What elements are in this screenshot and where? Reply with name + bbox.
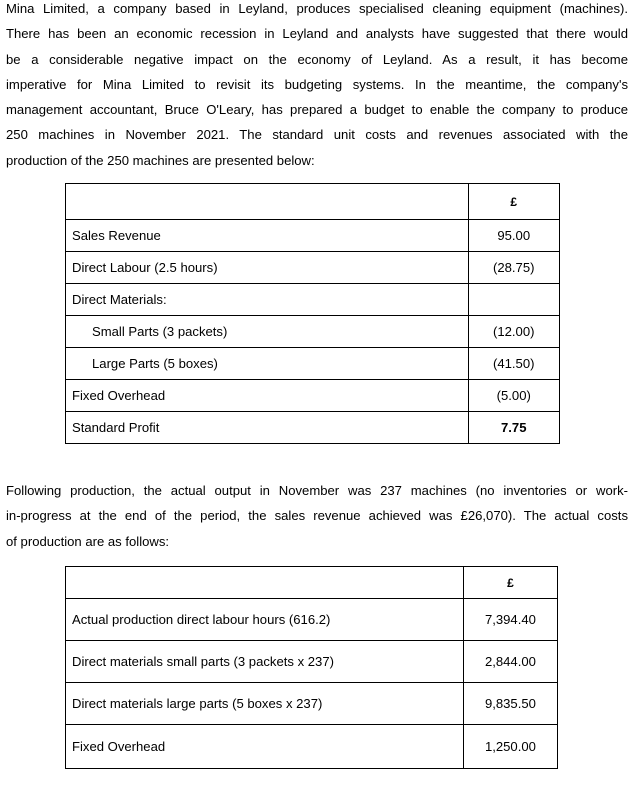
table-row: [66, 220, 560, 252]
row-label: Fixed Overhead: [66, 725, 464, 769]
row-value: 95.00: [468, 220, 559, 252]
table-row: [66, 683, 558, 725]
intro-paragraph: [6, 0, 628, 173]
intro-line: be a considerable negative impact on the economy of Leyland. As a result, it has become: [6, 51, 628, 67]
header-label-cell: [66, 184, 469, 220]
currency-header: £: [468, 184, 559, 220]
row-value: 7,394.40: [463, 599, 557, 641]
intro-line: imperative for Mina Limited to revisit its budgeting systems. In the meantime, the company's: [6, 76, 628, 92]
table-row: [66, 412, 560, 444]
table-header-row: [66, 184, 560, 220]
row-value: 1,250.00: [463, 725, 557, 769]
row-label: Small Parts (3 packets): [66, 316, 469, 348]
following-paragraph: [6, 478, 628, 554]
header-label-cell: [66, 567, 464, 599]
intro-line: production of the 250 machines are presented below:: [6, 152, 315, 168]
table-row: [66, 284, 560, 316]
standard-cost-table: [65, 183, 560, 444]
row-label: Direct Labour (2.5 hours): [66, 252, 469, 284]
table-header-row: [66, 567, 558, 599]
row-label: Direct materials small parts (3 packets x 237): [66, 641, 464, 683]
row-label: Actual production direct labour hours (616.2): [66, 599, 464, 641]
row-label: Sales Revenue: [66, 220, 469, 252]
row-label: Fixed Overhead: [66, 380, 469, 412]
intro-line: 250 machines in November 2021. The standard unit costs and revenues associated with the: [6, 127, 628, 143]
table-row: [66, 725, 558, 769]
row-label: Direct materials large parts (5 boxes x 237): [66, 683, 464, 725]
table-row: [66, 252, 560, 284]
intro-line: Mina Limited, a company based in Leyland, produces specialised cleaning equipment (machines).: [6, 1, 628, 16]
following-line: Following production, the actual output in November was 237 machines (no inventories or work-: [6, 483, 628, 498]
table-row: [66, 641, 558, 683]
intro-line: There has been an economic recession in Leyland and analysts have suggested that there would: [6, 26, 628, 42]
row-value: 7.75: [468, 412, 559, 444]
following-line: of production are as follows:: [6, 533, 170, 549]
row-value: 2,844.00: [463, 641, 557, 683]
row-value: [468, 284, 559, 316]
actual-cost-table: [65, 566, 558, 769]
intro-line: management accountant, Bruce O'Leary, has prepared a budget to enable the company to produce: [6, 102, 628, 118]
currency-header: £: [463, 567, 557, 599]
row-label: Large Parts (5 boxes): [66, 348, 469, 380]
row-label: Standard Profit: [66, 412, 469, 444]
row-label: Direct Materials:: [66, 284, 469, 316]
row-value: (28.75): [468, 252, 559, 284]
row-value: 9,835.50: [463, 683, 557, 725]
row-value: (12.00): [468, 316, 559, 348]
table-row: [66, 316, 560, 348]
following-line: in-progress at the end of the period, the sales revenue achieved was £26,070). The actual costs: [6, 508, 628, 524]
table-row: [66, 348, 560, 380]
table-row: [66, 380, 560, 412]
row-value: (5.00): [468, 380, 559, 412]
row-value: (41.50): [468, 348, 559, 380]
table-row: [66, 599, 558, 641]
